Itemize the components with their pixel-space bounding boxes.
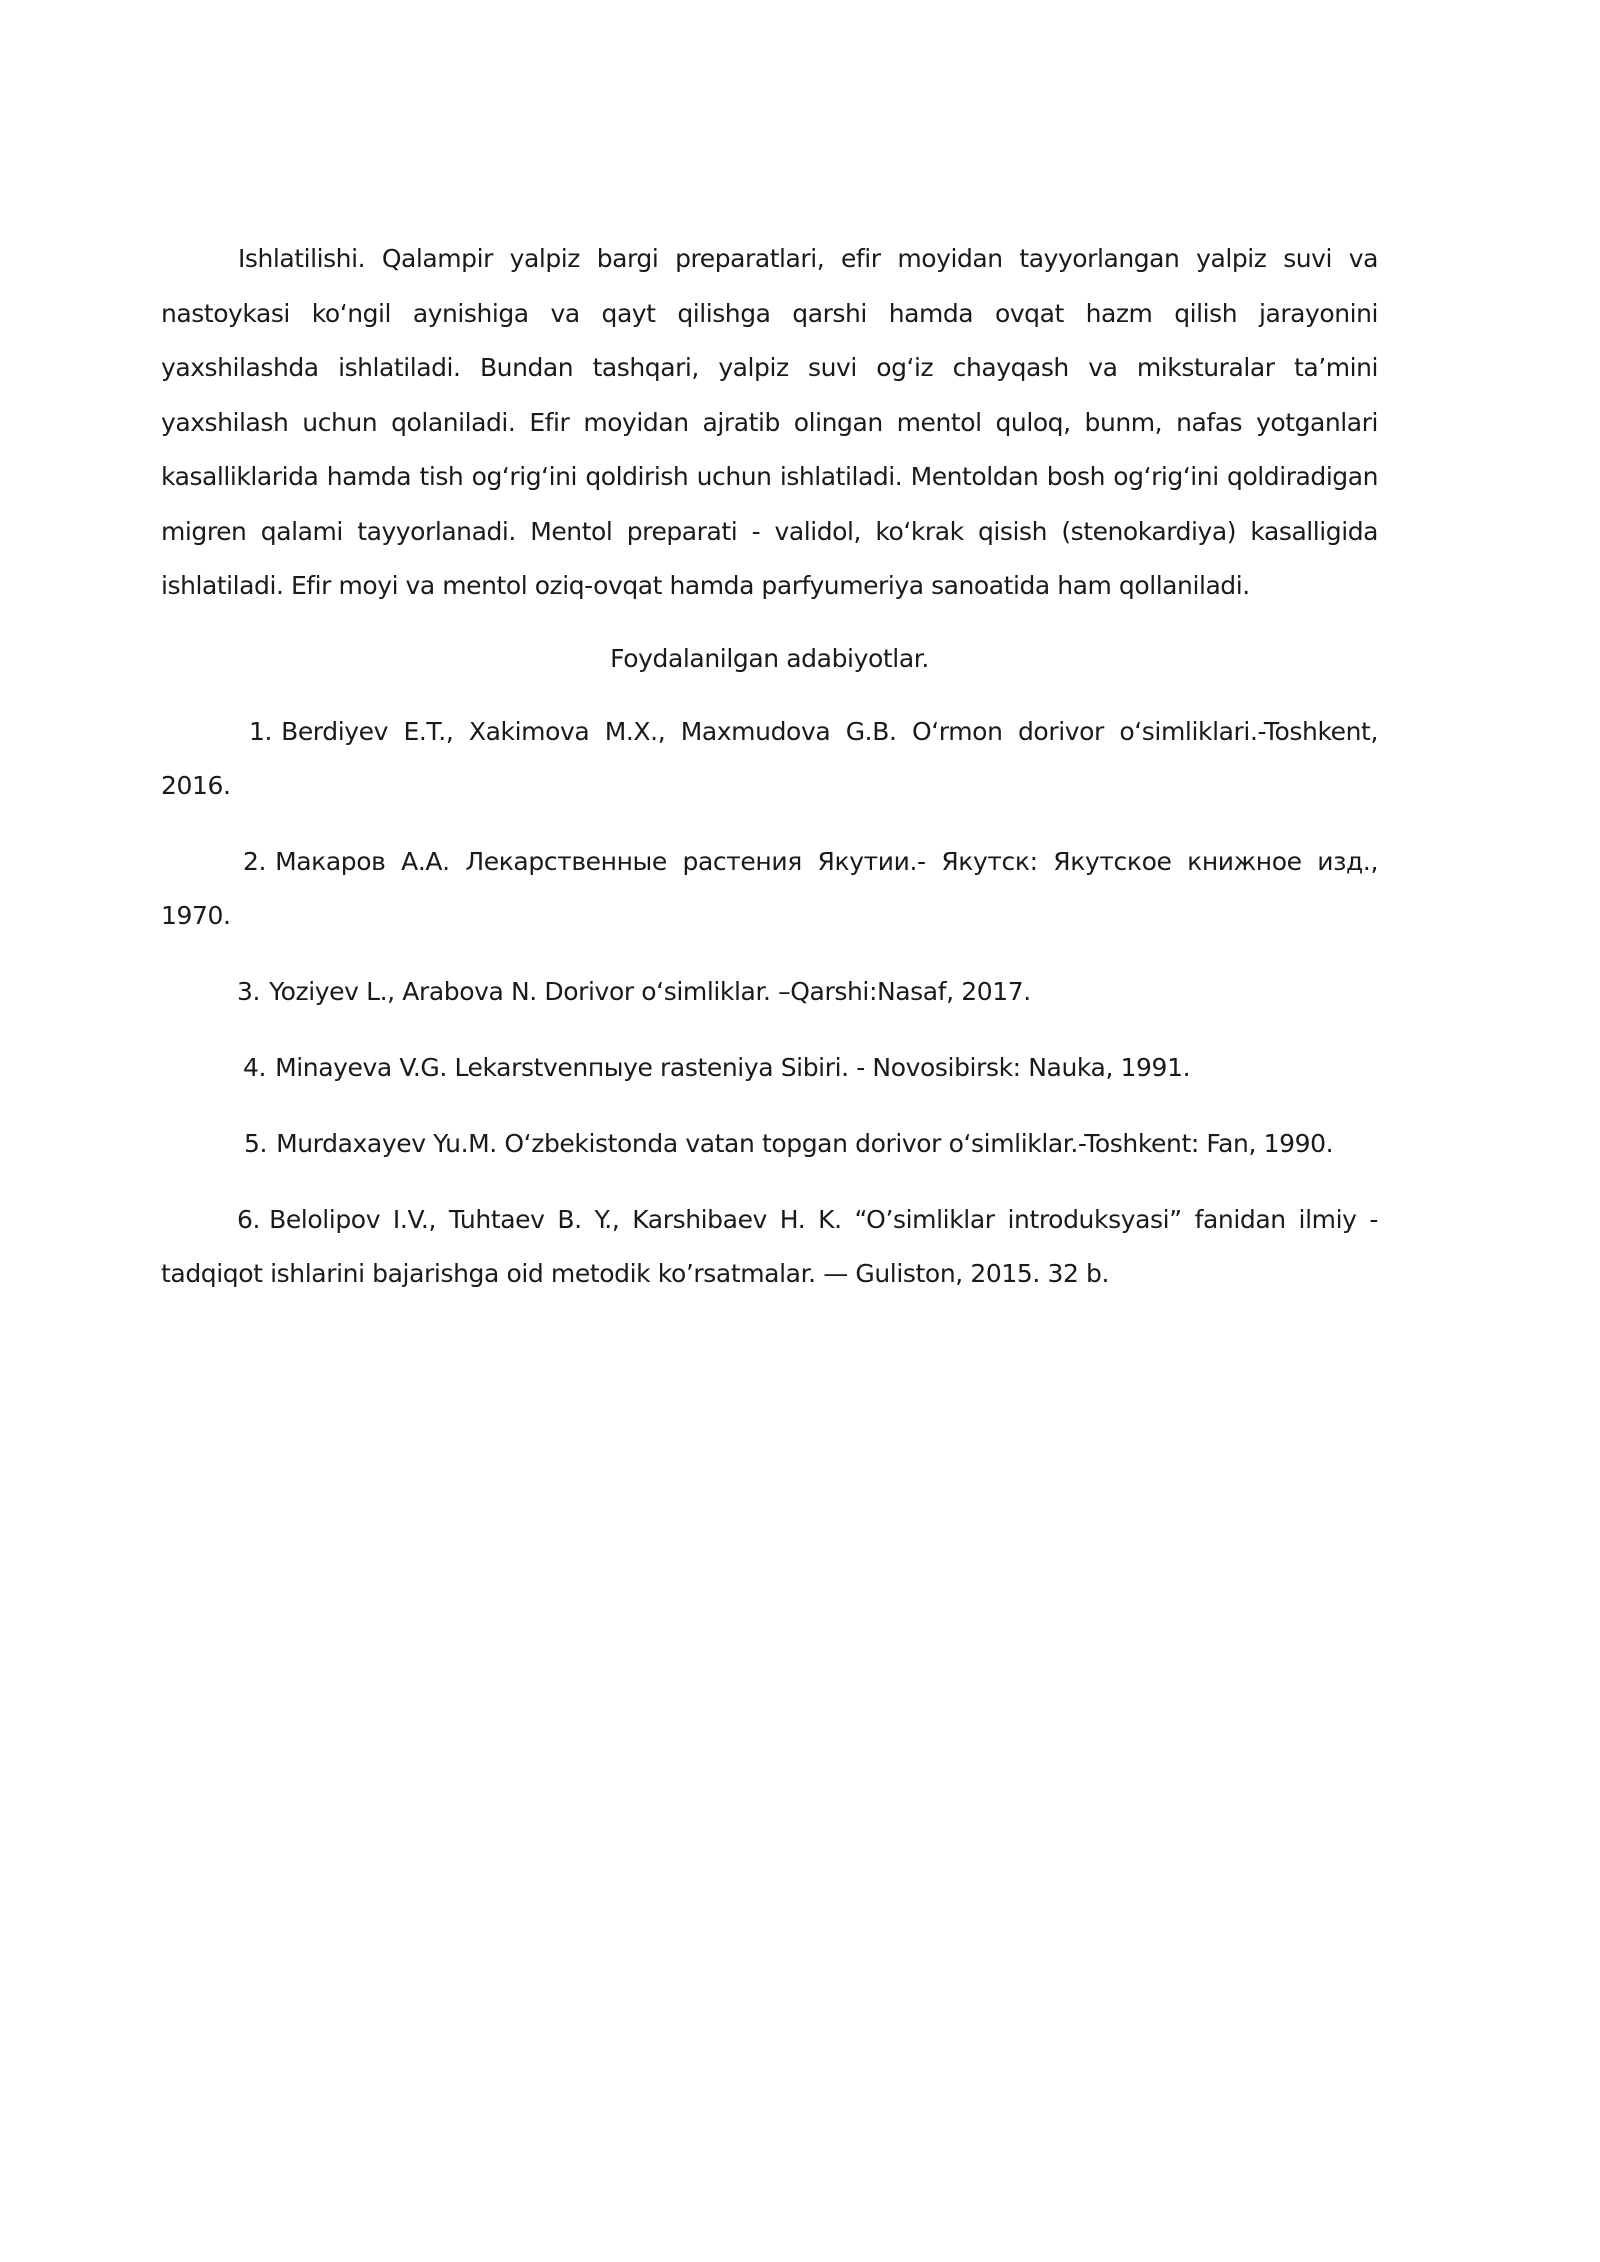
reference-text: Макаров А.А. Лекарственные растения Якутии.- Якутск: Якутское книжное изд., 1970. [161, 846, 1378, 930]
references-heading: Foydalanilgan adabiyotlar. [610, 643, 929, 673]
reference-item [161, 1041, 1378, 1095]
reference-number: 6. [237, 1204, 261, 1234]
reference-text: Murdaxayev Yu.M. O‘zbekistonda vatan topgan dorivor o‘simliklar.-Toshkent: Fan, 1990. [276, 1128, 1334, 1158]
reference-number: 4. [243, 1052, 267, 1082]
reference-number: 3. [237, 976, 261, 1006]
reference-text: Yoziyev L., Arabova N. Dorivor o‘simliklar. –Qarshi:Nasaf, 2017. [269, 976, 1031, 1006]
reference-item [161, 705, 1378, 813]
reference-number: 1. [249, 716, 273, 746]
body-paragraph: Ishlatilishi. Qalampir yalpiz bargi preparatlari, efir moyidan tayyorlangan yalpiz suvi va nastoykasi ko‘ngil aynishiga va qayt qilishga qarshi hamda ovqat hazm qilish jarayonini yaxshilashda ishlatiladi. Bundan tashqari, yalpiz suvi og‘iz chayqash va miksturalar ta’mini yaxshilash uchun qolaniladi. Efir moyidan ajratib olingan mentol quloq, bunm, nafas yotganlari kasalliklarida hamda tish og‘rig‘ini qoldirish uchun ishlatiladi. Mentoldan bosh og‘rig‘ini qoldiradigan migren qalami tayyorlanadi. Mentol preparati - validol, ko‘krak qisish (stenokardiya) kasalligida ishlatiladi. Efir moyi va mentol oziq-ovqat hamda parfyumeriya sanoatida ham qollaniladi. [161, 244, 1378, 600]
reference-item [161, 965, 1378, 1019]
reference-text: Belolipov I.V., Tuhtaev B. Y., Karshibaev H. K. “O’simliklar introduksyasi” fanidan ilmiy - tadqiqot ishlarini bajarishga oid metodik ko’rsatmalar. — Guliston, 2015. 32 b. [161, 1204, 1378, 1288]
reference-number: 2. [243, 846, 267, 876]
reference-item [161, 1193, 1378, 1301]
references-list [161, 705, 1378, 1301]
reference-number: 5. [244, 1128, 268, 1158]
reference-item [161, 1117, 1378, 1171]
reference-item [161, 835, 1378, 943]
page-content [161, 232, 1378, 1323]
reference-text: Berdiyev E.T., Xakimova M.X., Maxmudova G.B. O‘rmon dorivor o‘simliklari.-Toshkent, 2016. [161, 716, 1378, 800]
reference-text: Minayeva V.G. Lekarstvenпыye rasteniya Sibiri. - Novosibirsk: Nauka, 1991. [275, 1052, 1191, 1082]
